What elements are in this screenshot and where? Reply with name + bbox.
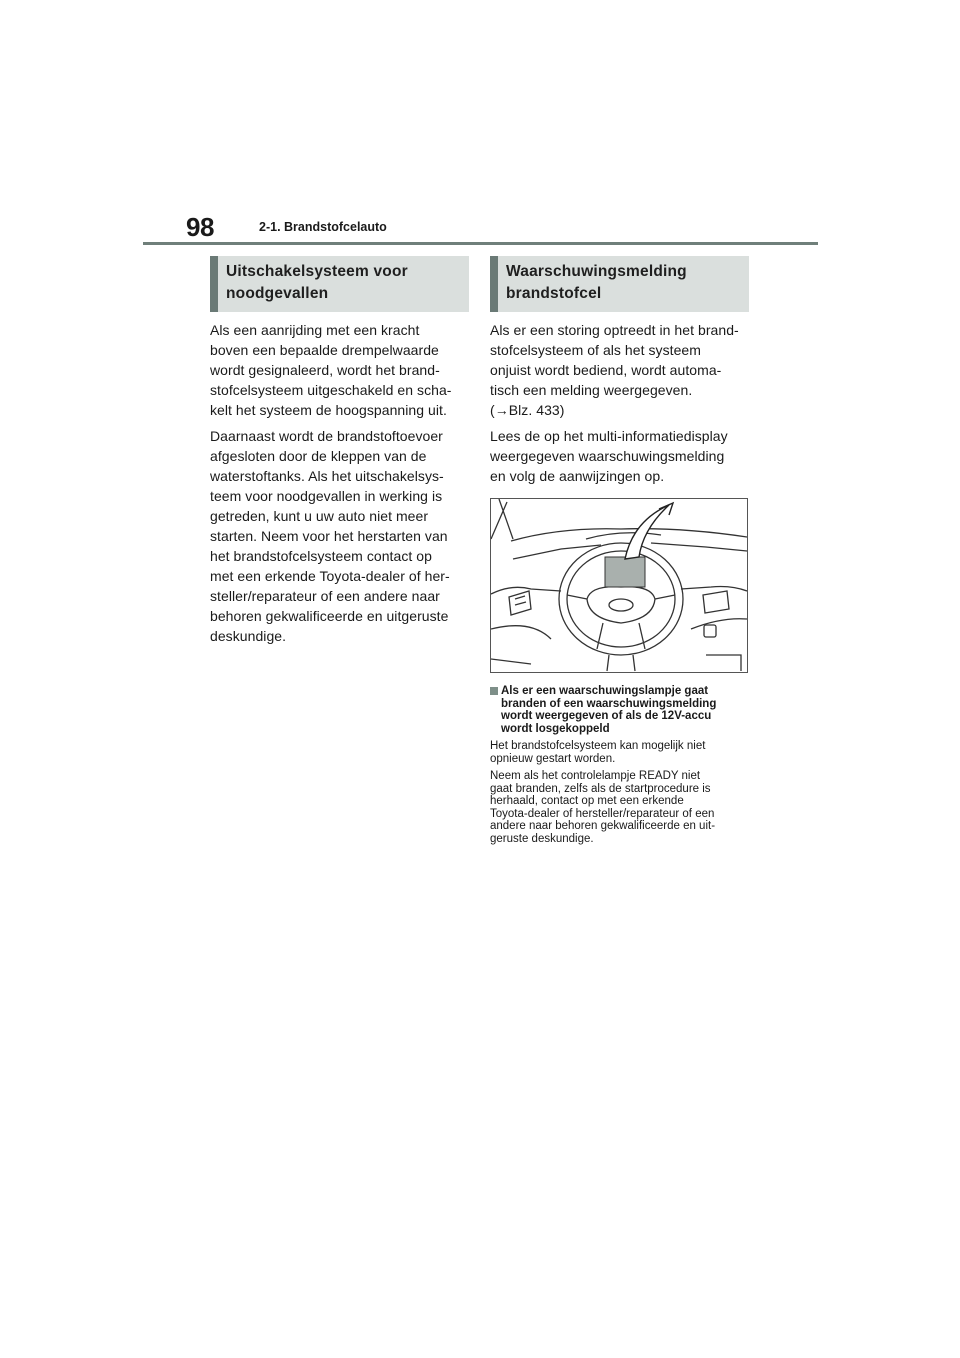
paragraph: Lees de op het multi-informatiedisplay weergegeven waarschuwingsmelding en volg de aanwijzingen op. xyxy=(490,428,728,484)
note-paragraph: Het brandstofcelsysteem kan mogelijk niet opnieuw gestart worden. xyxy=(490,740,706,765)
right-column xyxy=(490,256,749,845)
paragraph-text: Als er een storing optreedt in het brand- stofcelsysteem of als het systeem onjuist wordt bediend, wordt automa- tisch een melding weergegeven. xyxy=(490,322,739,398)
paragraph: Daarnaast wordt de brandstoftoevoer afgesloten door de kleppen van de waterstoftanks. Als het uitschakelsys- teem voor noodgevallen in werking is getreden, kunt u uw auto niet meer starten. Neem voor het herstarten van het brandstofcelsysteem contact op met een erkende Toyota-dealer of her- steller/reparateur of een andere naar behoren gekwalificeerde en uitgeruste deskundige. xyxy=(210,428,450,644)
section-heading-emergency-shutoff xyxy=(210,256,469,312)
dashboard-illustration xyxy=(490,498,748,673)
note-heading-text: Als er een waarschuwingslampje gaat branden of een waarschuwingsmelding wordt weergegeven of als de 12V-accu wordt losgekoppeld xyxy=(501,685,717,735)
heading-text: Uitschakelsysteem voor noodgevallen xyxy=(226,263,408,302)
section-heading-fuel-cell-warning xyxy=(490,256,749,312)
page-reference-link[interactable]: (→Blz. 433) xyxy=(490,402,565,418)
page-number: 98 xyxy=(186,212,214,242)
paragraph xyxy=(490,320,749,420)
dashboard-drawing xyxy=(491,499,747,672)
multi-information-display-highlight xyxy=(605,557,645,587)
header-divider xyxy=(143,242,818,245)
section-title: 2-1. Brandstofcelauto xyxy=(259,220,387,234)
paragraph: Als een aanrijding met een kracht boven een bepaalde drempelwaarde wordt gesignaleerd, wordt het brand- stofcelsysteem uitgeschakeld en scha- kelt het systeem de hoogspanning uit. xyxy=(210,322,452,418)
arrow-icon xyxy=(625,505,669,559)
left-column xyxy=(210,256,469,652)
heading-text: Waarschuwingsmelding brandstofcel xyxy=(506,263,687,302)
note-paragraph: Neem als het controlelampje READY niet gaat branden, zelfs als de startprocedure is herhaald, contact op met een erkende Toyota-dealer of hersteller/reparateur of een andere naar behoren gekwalificeerde en uit- geruste deskundige. xyxy=(490,770,716,845)
bullet-square-icon xyxy=(490,687,498,695)
note-heading xyxy=(490,685,749,735)
